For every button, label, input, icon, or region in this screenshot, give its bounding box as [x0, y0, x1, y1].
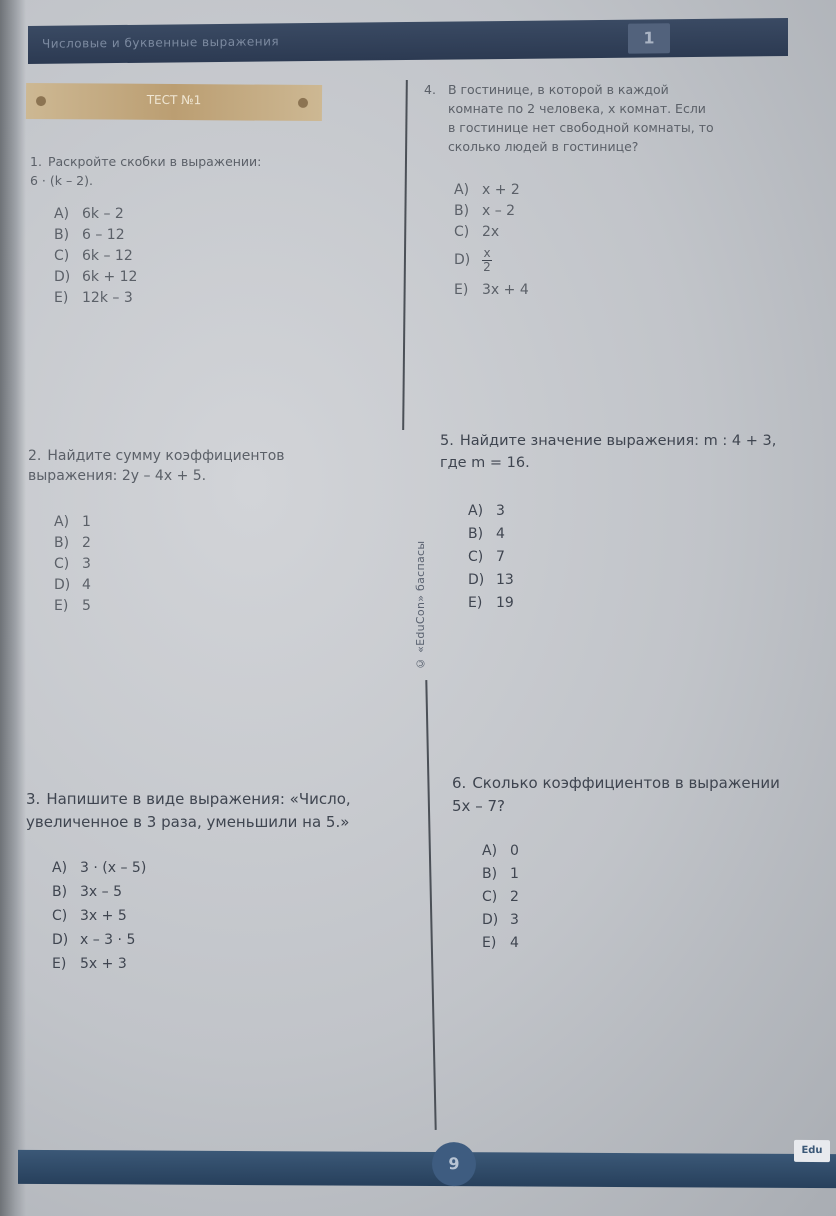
option-a: A) 3 · (x – 5)	[52, 860, 147, 876]
question-text	[28, 446, 388, 486]
section-number-badge: 1	[628, 23, 670, 53]
fraction: $\frac{x}{2}$	[483, 246, 491, 274]
option-c: C) 3	[54, 556, 91, 572]
answer-options	[454, 180, 784, 301]
question-text	[26, 788, 416, 834]
page-binding-shadow	[0, 0, 26, 1216]
question-body: Сколько коэффициентов в выражении 5x – 7?	[452, 774, 780, 815]
question-number: 1.	[30, 154, 42, 169]
option-d: D) 3	[482, 912, 519, 928]
option-b: B) 2	[54, 535, 91, 551]
question-body: Найдите значение выражения: m : 4 + 3, где m = 16.	[440, 433, 777, 471]
answer-options	[54, 512, 388, 617]
option-c: C) 2x	[454, 224, 500, 240]
question-number: 6.	[452, 774, 467, 792]
column-divider-bottom	[425, 680, 436, 1130]
option-d: D) x – 3 · 5	[52, 932, 136, 948]
question-text	[440, 430, 820, 474]
banner-dot-icon	[298, 98, 308, 108]
question-2	[28, 446, 388, 617]
option-b: B) 6 – 12	[54, 227, 125, 243]
question-body: Раскройте скобки в выражении: 6 · (k – 2).	[30, 154, 262, 188]
option-a: A) 6k – 2	[54, 206, 124, 222]
question-text	[30, 152, 370, 190]
publisher-logo: Edu	[794, 1140, 830, 1162]
question-body: Напишите в виде выражения: «Число, увеличенное в 3 раза, уменьшили на 5.»	[26, 790, 351, 831]
answer-options	[54, 204, 370, 309]
option-e: E) 19	[468, 595, 514, 611]
question-number: 2.	[28, 448, 42, 464]
question-6	[452, 772, 822, 955]
option-b: B) 4	[468, 526, 505, 542]
option-b: B) 3x – 5	[52, 884, 122, 900]
option-b: B) 1	[482, 866, 519, 882]
option-d: D) 13	[468, 572, 514, 588]
chapter-title: Числовые и буквенные выражения	[42, 34, 280, 51]
chapter-header-bar	[28, 18, 788, 64]
question-4	[424, 80, 784, 301]
question-text	[452, 772, 822, 818]
option-a: A) 3	[468, 503, 505, 519]
question-number: 3.	[26, 790, 41, 808]
option-e: E) 4	[482, 935, 519, 951]
question-number: 4.	[424, 82, 436, 97]
option-d: D) 6k + 12	[54, 269, 138, 285]
page-number: 9	[432, 1142, 476, 1186]
option-e: E) 12k – 3	[54, 290, 133, 306]
option-a: A) 1	[54, 514, 91, 530]
option-a: A) 0	[482, 843, 519, 859]
answer-options	[52, 856, 416, 976]
question-3	[26, 788, 416, 976]
answer-options	[468, 500, 820, 615]
option-c: C) 2	[482, 889, 519, 905]
question-5	[440, 430, 820, 615]
option-d: D) $\frac{x}{2}$	[454, 246, 491, 274]
copyright-notice: © «EduCon» баспасы	[414, 540, 427, 670]
option-d: D) 4	[54, 577, 91, 593]
test-title: ТЕСТ №1	[146, 92, 202, 108]
question-text	[424, 80, 784, 156]
test-title-banner	[26, 83, 322, 121]
option-c: C) 6k – 12	[54, 248, 133, 264]
page-footer-bar	[18, 1144, 836, 1188]
option-a: A) x + 2	[454, 182, 520, 198]
option-e: E) 5x + 3	[52, 956, 127, 972]
question-body: В гостинице, в которой в каждой комнате по 2 человека, x комнат. Если в гостинице нет свободной комнаты, то сколько людей в гостинице?	[447, 82, 714, 154]
option-e: E) 5	[54, 598, 91, 614]
question-body: Найдите сумму коэффициентов выражения: 2y – 4x + 5.	[28, 448, 285, 484]
option-c: C) 7	[468, 549, 505, 565]
option-c: C) 3x + 5	[52, 908, 127, 924]
question-number: 5.	[440, 433, 454, 449]
answer-options	[482, 840, 822, 955]
question-1	[30, 152, 370, 309]
column-divider-top	[402, 80, 408, 430]
option-b: B) x – 2	[454, 203, 516, 219]
option-e: E) 3x + 4	[454, 282, 529, 298]
